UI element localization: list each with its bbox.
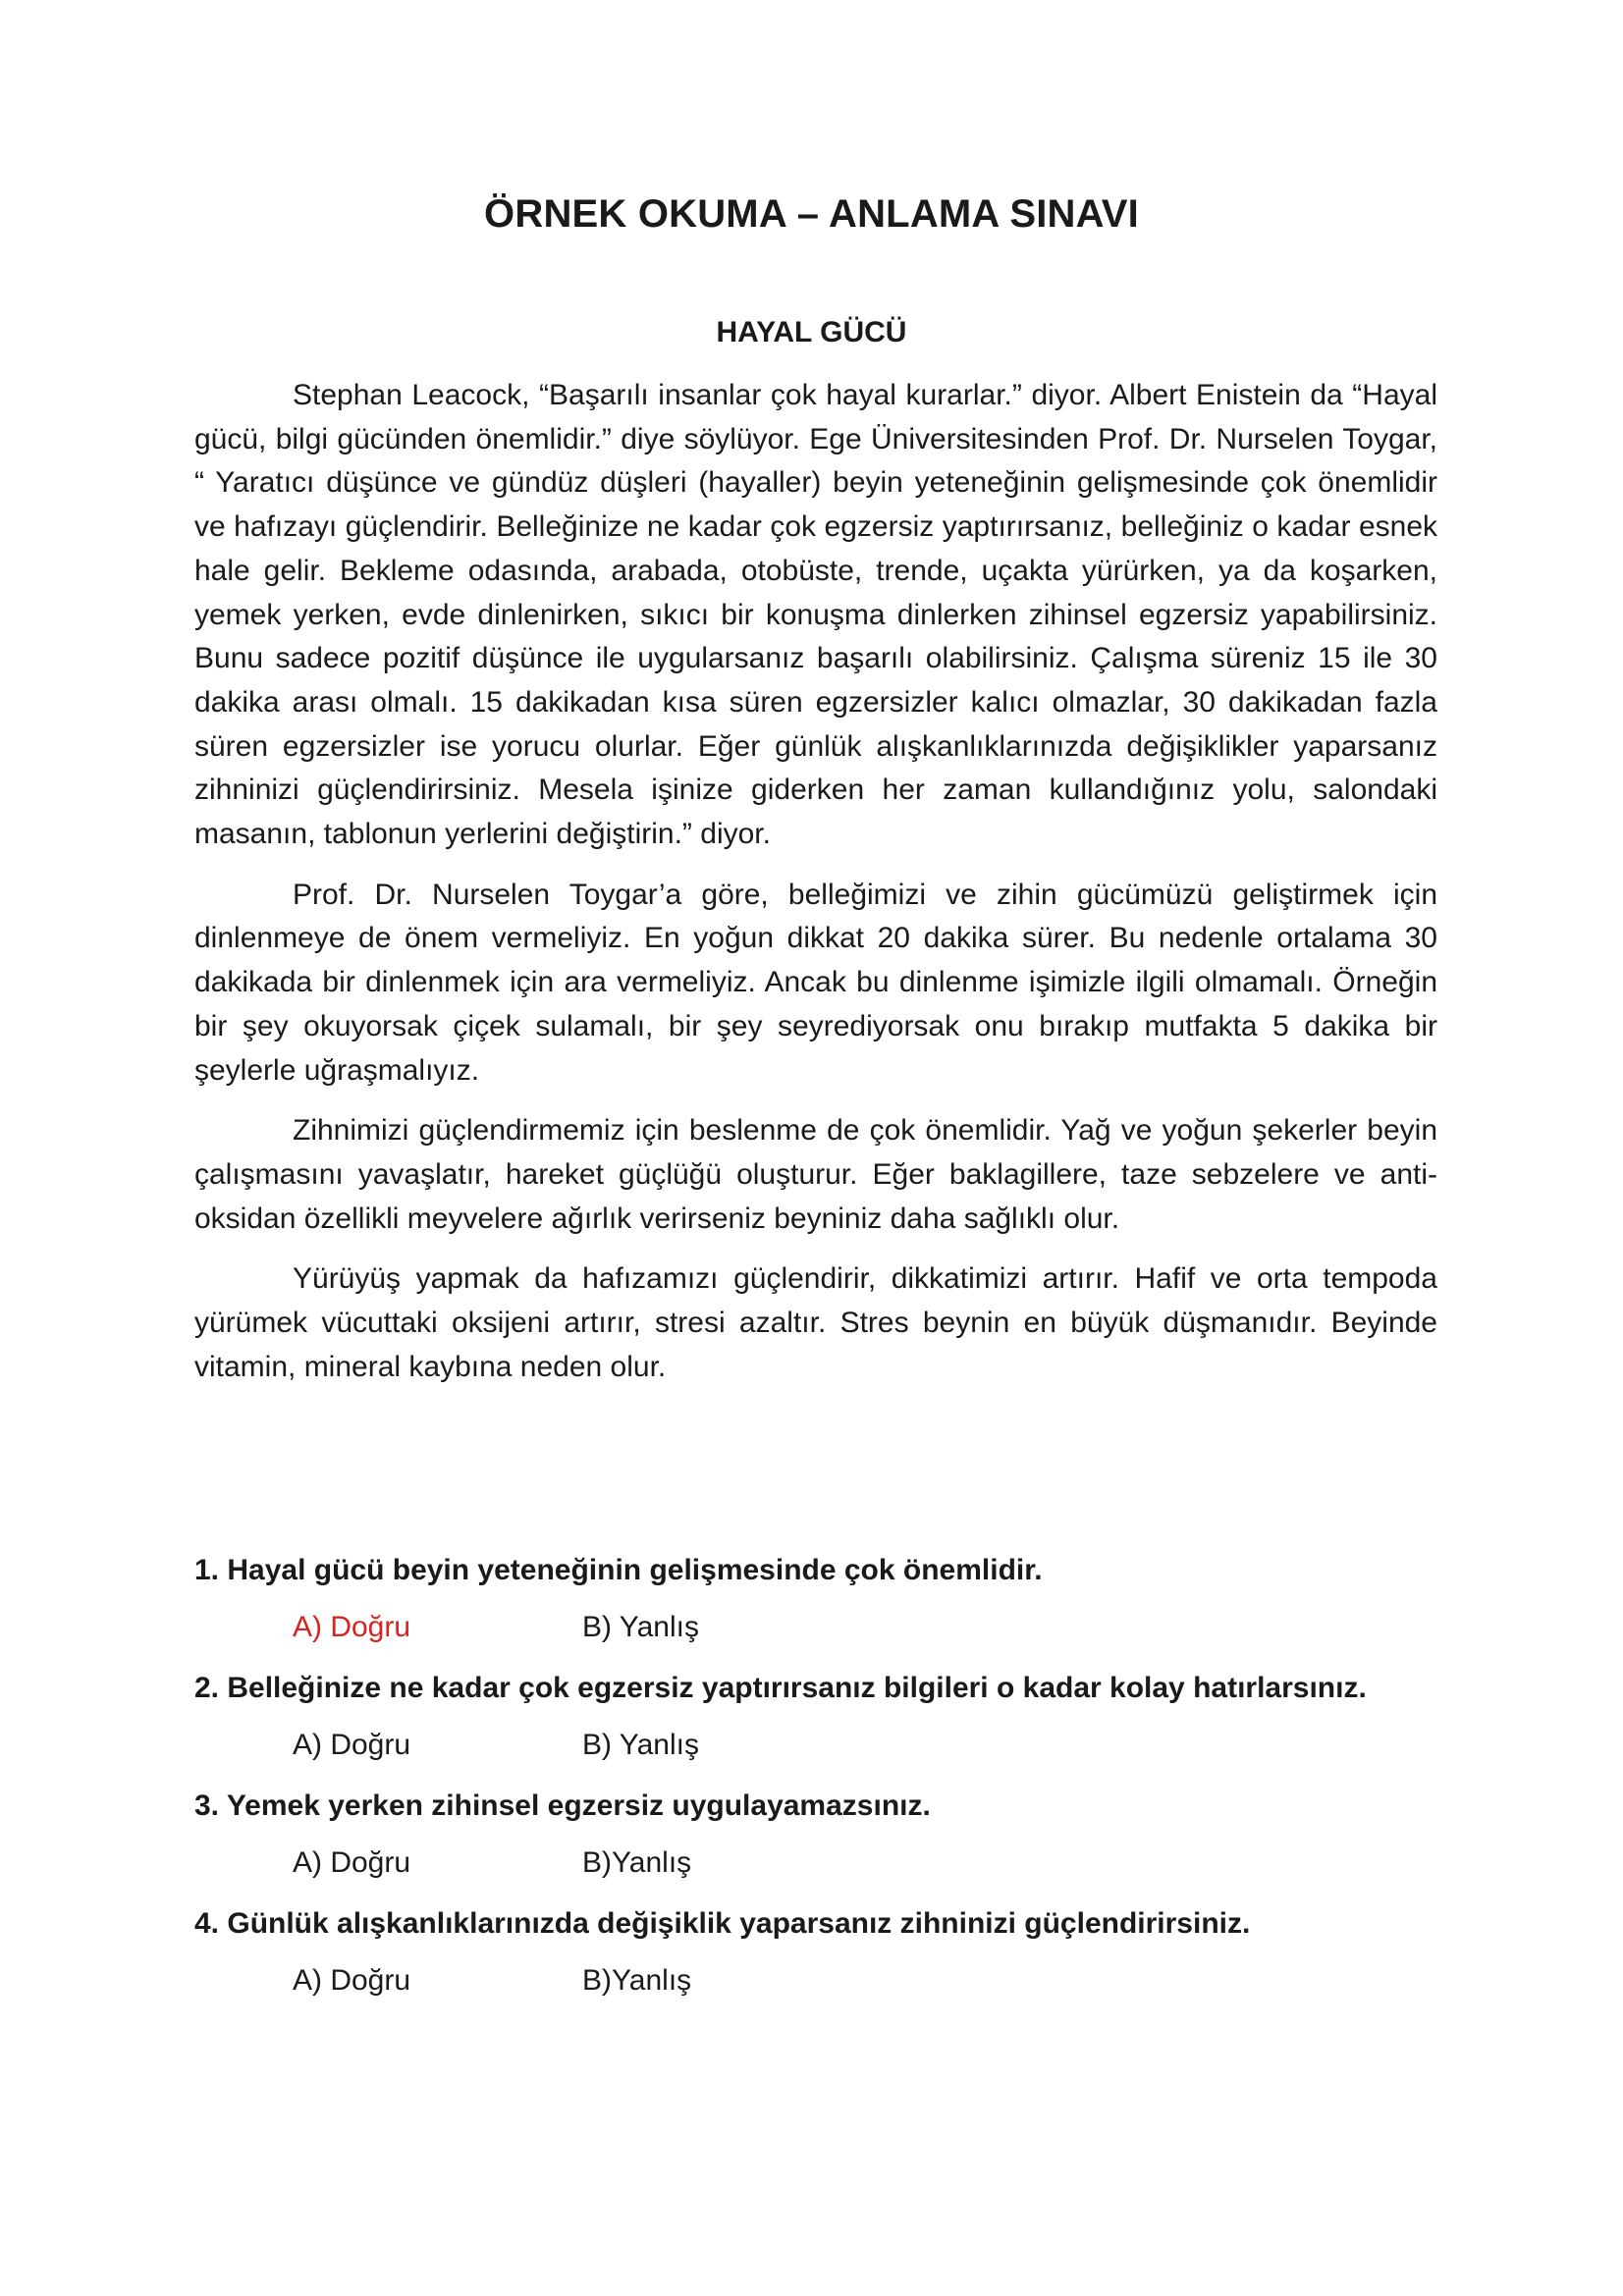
option-a[interactable]: A) Doğru [293, 1729, 411, 1761]
answer-options [194, 1842, 1437, 1885]
passage-paragraph: Yürüyüş yapmak da hafızamızı güçlendirir, dikkatimizi artırır. Hafif ve orta tempoda yürümek vücuttaki oksijeni artırır, stresi azaltır. Stres beynin en büyük düşmanıdır. Beyinde vitamin, mineral kaybına neden olur. [194, 1262, 1437, 1383]
question-text: 3. Yemek yerken zihinsel egzersiz uygulayamazsınız. [194, 1789, 931, 1822]
question-item [194, 1902, 1437, 2002]
option-a[interactable]: A) Doğru [293, 1611, 411, 1643]
question-item [194, 1785, 1437, 1885]
passage-paragraph: Stephan Leacock, “Başarılı insanlar çok hayal kurarlar.” diyor. Albert Enistein da “Hayal gücü, bilgi gücünden önemlidir.” diye söylüyor. Ege Üniversitesinden Prof. Dr. Nurselen Toygar, “ Yaratıcı düşünce ve gündüz düşleri (hayaller) beyin yeteneğinin gelişmesinde çok önemlidir ve hafızayı güçlendirir. Belleğinize ne kadar çok egzersiz yaptırırsanız, belleğiniz o kadar esnek hale gelir. Bekleme odasında, arabada, otobüste, trende, uçakta yürürken, ya da koşarken, yemek yerken, evde dinlenirken, sıkıcı bir konuşma dinlerken zihinsel egzersiz yapabilirsiniz. Bunu sadece pozitif düşünce ile uygularsanız başarılı olabilirsiniz. Çalışma süreniz 15 ile 30 dakika arası olmalı. 15 dakikadan kısa süren egzersizler kalıcı olmazlar, 30 dakikadan fazla süren egzersizler ise yorucu olurlar. Eğer günlük alışkanlıklarınızda değişiklikler yaparsanız zihninizi güçlendirirsiniz. Mesela işinize giderken her zaman kullandığınız yolu, salondaki masanın, tablonun yerlerini değiştirin.” diyor. [194, 379, 1437, 851]
option-a[interactable]: A) Doğru [293, 1964, 411, 1997]
passage-paragraph: Prof. Dr. Nurselen Toygar’a göre, belleğimizi ve zihin gücümüzü geliştirmek için dinlenmeye de önem vermeliyiz. En yoğun dikkat 20 dakika sürer. Bu nedenle ortalama 30 dakikada bir dinlenmek için ara vermeliyiz. Ancak bu dinlenme işimizle ilgili olmamalı. Örneğin bir şey okuyorsak çiçek sulamalı, bir şey seyrediyorsak onu bırakıp mutfakta 5 dakika bir şeylerle uğraşmalıyız. [194, 878, 1437, 1087]
option-b[interactable]: B) Yanlış [582, 1729, 699, 1761]
option-b[interactable]: B) Yanlış [582, 1611, 699, 1643]
option-b[interactable]: B)Yanlış [582, 1964, 692, 1997]
question-text: 4. Günlük alışkanlıklarınızda değişiklik yaparsanız zihninizi güçlendirirsiniz. [194, 1907, 1251, 1940]
question-item [194, 1549, 1437, 1649]
option-b[interactable]: B)Yanlış [582, 1846, 692, 1879]
question-list [194, 1549, 1437, 2020]
answer-options [194, 1959, 1437, 2002]
question-text: 2. Belleğinize ne kadar çok egzersiz yaptırırsanız bilgileri o kadar kolay hatırlarsınız. [194, 1672, 1367, 1704]
option-a[interactable]: A) Doğru [293, 1846, 411, 1879]
section-title: HAYAL GÜCÜ [716, 316, 907, 348]
answer-options [194, 1724, 1437, 1767]
question-item [194, 1667, 1437, 1767]
reading-passage [194, 374, 1437, 1406]
passage-paragraph: Zihnimizi güçlendirmemiz için beslenme de çok önemlidir. Yağ ve yoğun şekerler beyin çalışmasını yavaşlatır, hareket güçlüğü oluşturur. Eğer baklagillere, taze sebzelere ve anti- oksidan özellikli meyvelere ağırlık verirseniz beyniniz daha sağlıklı olur. [194, 1114, 1437, 1235]
answer-options [194, 1606, 1437, 1649]
document-title: ÖRNEK OKUMA – ANLAMA SINAVI [484, 192, 1139, 236]
question-text: 1. Hayal gücü beyin yeteneğinin gelişmesinde çok önemlidir. [194, 1554, 1043, 1586]
